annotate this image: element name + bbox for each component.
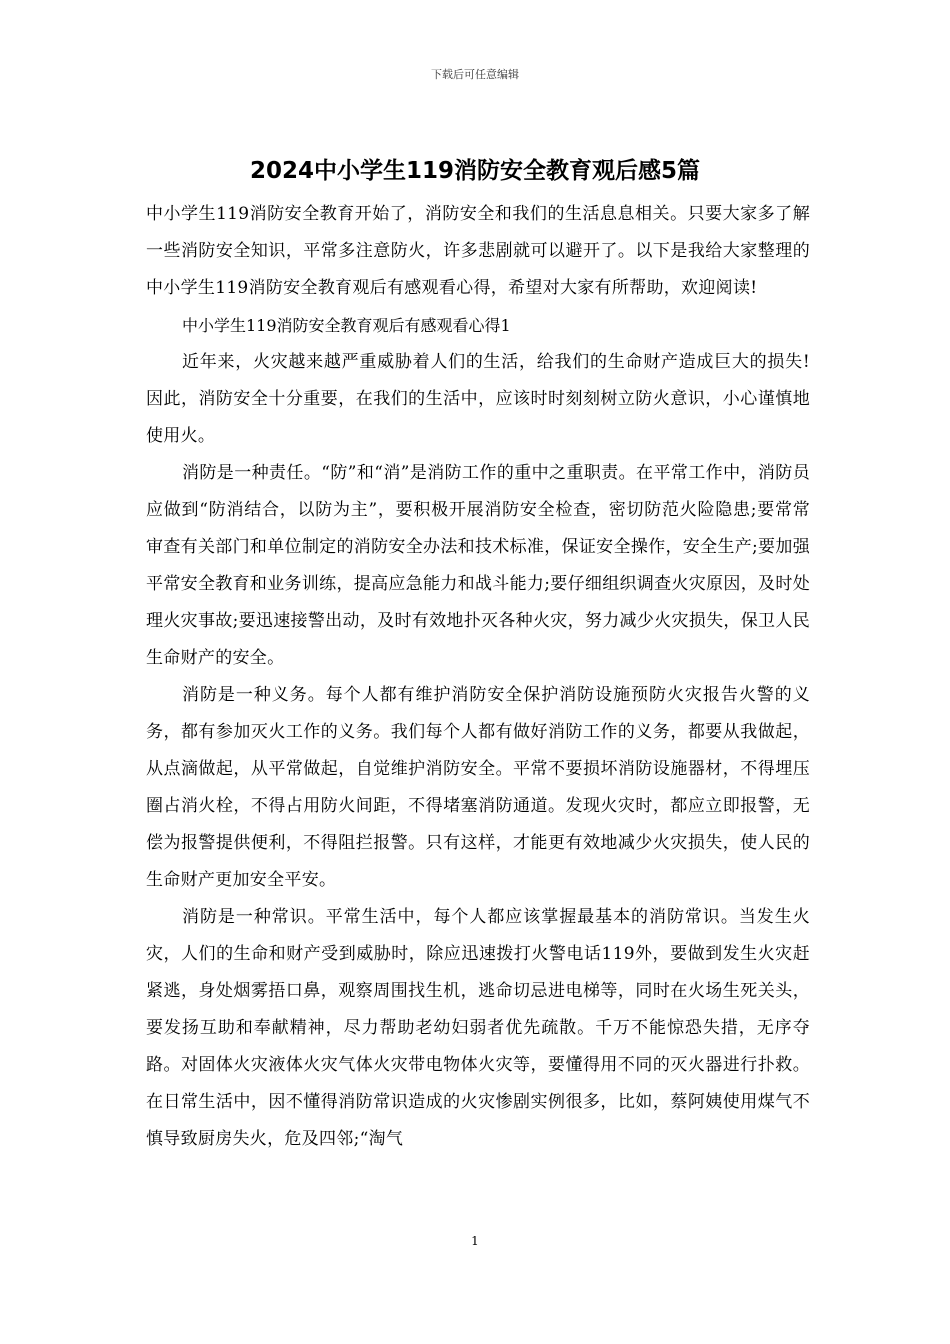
body-paragraph-4: 消防是一种常识。平常生活中，每个人都应该掌握最基本的消防常识。当发生火灾，人们的生命和财产受到威胁时，除应迅速拨打火警电话119外，要做到发生火灾赶紧逃，身处烟雾捂口鼻，观察周围找生机，逃命切忌进电梯等，同时在火场生死关头，要发扬互助和奉献精神，尽力帮助老幼妇弱者优先疏散。千万不能惊恐失措，无序夺路。对固体火灾液体火灾气体火灾带电物体火灾等，要懂得用不同的灭火器进行扑救。在日常生活中，因不懂得消防常识造成的火灾惨剧实例很多，比如，蔡阿姨使用煤气不慎导致厨房失火，危及四邻;“淘气 — [146, 907, 810, 1149]
body-paragraph-3: 消防是一种义务。每个人都有维护消防安全保护消防设施预防火灾报告火警的义务，都有参加灭火工作的义务。我们每个人都有做好消防工作的义务，都要从我做起，从点滴做起，从平常做起，自觉维护消防安全。平常不要损坏消防设施器材，不得埋压圈占消火栓，不得占用防火间距，不得堵塞消防通道。发现火灾时，都应立即报警，无偿为报警提供便利，不得阻拦报警。只有这样，才能更有效地减少火灾损失，使人民的生命财产更加安全平安。 — [146, 685, 810, 890]
body-paragraph-2: 消防是一种责任。“防”和“消”是消防工作的重中之重职责。在平常工作中，消防员应做到“防消结合，以防为主”，要积极开展消防安全检查，密切防范火险隐患;要常常审查有关部门和单位制定的消防安全办法和技术标准，保证安全操作，安全生产;要加强平常安全教育和业务训练，提高应急能力和战斗能力;要仔细组织调查火灾原因，及时处理火灾事故;要迅速接警出动，及时有效地扑灭各种火灾，努力减少火灾损失，保卫人民生命财产的安全。 — [146, 463, 810, 668]
header-note: 下载后可任意编辑 — [431, 68, 519, 81]
section-title: 中小学生119消防安全教育观后有感观看心得1 — [182, 316, 511, 335]
page-number: 1 — [471, 1234, 479, 1248]
body-paragraph-1: 近年来，火灾越来越严重威胁着人们的生活，给我们的生命财产造成巨大的损失!因此，消防安全十分重要，在我们的生活中，应该时时刻刻树立防火意识，小心谨慎地使用火。 — [146, 352, 810, 446]
intro-paragraph: 中小学生119消防安全教育开始了，消防安全和我们的生活息息相关。只要大家多了解一些消防安全知识，平常多注意防火，许多悲剧就可以避开了。以下是我给大家整理的中小学生119消防安全教育观后有感观看心得，希望对大家有所帮助，欢迎阅读! — [146, 204, 810, 298]
document-body — [146, 196, 810, 1158]
document-title: 2024中小学生119消防安全教育观后感5篇 — [249, 158, 701, 184]
